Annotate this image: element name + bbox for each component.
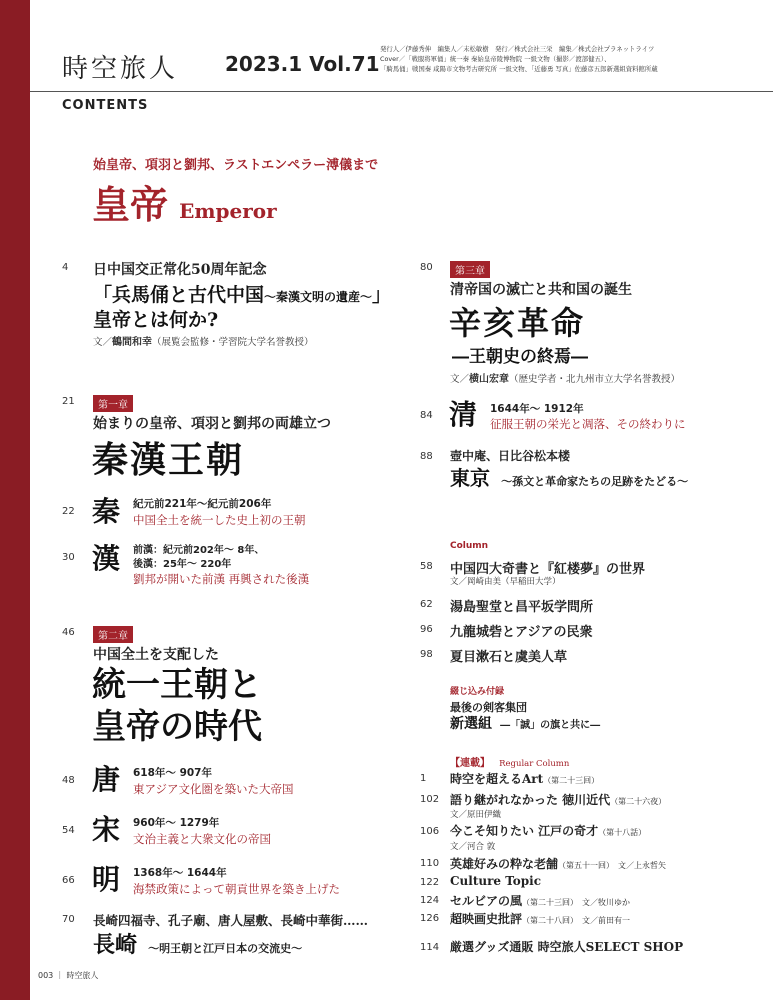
insert-lead: 最後の剣客集団 xyxy=(450,701,527,714)
credits-line: 「騎馬俑」戦国秦 咸陽市文物考古研究所 一級文物、「近藤勇 写真」佐藤彦五郎新選組資料館所蔵 xyxy=(380,65,658,73)
chapter-title-2: 皇帝の時代 xyxy=(92,707,262,747)
dynasty-years: 前漢：紀元前202年～ 8年、 xyxy=(133,545,265,556)
page-number: 80 xyxy=(420,262,433,273)
feature-title-en: Emperor xyxy=(179,199,277,223)
dynasty-kanji: 宋 xyxy=(92,813,121,846)
intro-title-end: 」 xyxy=(372,284,392,306)
regular-item xyxy=(450,822,646,839)
column-title: 湯島聖堂と昌平坂学問所 xyxy=(450,600,594,615)
regular-item xyxy=(450,855,666,872)
chapter-lead: 清帝国の滅亡と共和国の誕生 xyxy=(450,282,632,298)
regular-title: セルビアの風 xyxy=(450,894,523,908)
byline-name: 横山宏章 xyxy=(469,374,510,385)
insert-subtitle: ―「誠」の旗と共に― xyxy=(500,720,601,731)
feature-title xyxy=(92,174,277,229)
nagasaki-subtitle: 〜明王朝と江戸日本の交流史〜 xyxy=(148,942,303,955)
intro-title-main: 「兵馬俑と古代中国 xyxy=(93,284,265,306)
regular-item xyxy=(450,910,630,927)
page-number: 84 xyxy=(420,410,433,421)
page-number: 46 xyxy=(62,627,75,638)
column-title: 九龍城砦とアジアの民衆 xyxy=(450,625,593,640)
page-number: 21 xyxy=(62,396,75,407)
chapter-subtitle: ―王朝史の終焉― xyxy=(452,347,588,367)
chapter-lead: 始まりの皇帝、項羽と劉邦の両雄立つ xyxy=(93,416,331,432)
insert-label: 綴じ込み付録 xyxy=(450,687,505,697)
dynasty-subtitle: 海禁政策によって朝貢世界を築き上げた xyxy=(133,882,340,896)
page-number: 106 xyxy=(420,826,440,837)
insert-title-text: 新選組 xyxy=(450,716,492,732)
regular-title: 時空を超えるArt xyxy=(450,772,544,786)
regular-note: （第二十三回） xyxy=(543,776,600,785)
regular-title: 語り継がれなかった 徳川近代 xyxy=(450,793,611,807)
chapter-badge xyxy=(93,624,133,643)
page-number: 66 xyxy=(62,875,75,886)
page-number: 124 xyxy=(420,895,440,906)
tokyo-title xyxy=(450,462,688,491)
page-number: 70 xyxy=(62,914,75,925)
dynasty-subtitle: 東アジア文化圏を築いた大帝国 xyxy=(133,782,294,796)
dynasty-years: 618年～ 907年 xyxy=(133,767,212,779)
column-byline: 文／岡崎由美（早稲田大学） xyxy=(450,577,561,587)
column-label: Column xyxy=(450,541,489,551)
regular-title: 英雄好みの粋な老舗 xyxy=(450,857,559,871)
chapter-title: 辛亥革命 xyxy=(449,304,586,342)
issue-number: 2023.1 Vol.71 xyxy=(225,52,380,76)
page-number: 58 xyxy=(420,561,433,572)
dynasty-years: 1644年～ 1912年 xyxy=(490,403,584,415)
shop-title: 厳選グッズ通販 時空旅人SELECT SHOP xyxy=(450,940,684,954)
page-number: 122 xyxy=(420,877,440,888)
byline-note: （展覧会監修・学習院大学名誉教授） xyxy=(152,337,314,348)
regular-item xyxy=(450,770,599,787)
column-title: 夏目漱石と虞美人草 xyxy=(450,650,568,665)
page-number: 30 xyxy=(62,552,75,563)
regular-title: Culture Topic xyxy=(450,874,542,888)
byline-prefix: 文／ xyxy=(450,374,470,385)
dynasty-years: 960年～ 1279年 xyxy=(133,817,220,829)
credits xyxy=(380,44,765,74)
credits-line: Cover／「戦服将軍俑」統一秦 秦始皇帝陵博物院 一級文物（撮影／渡部健五）、 xyxy=(380,55,611,63)
regular-note: （第十八話） xyxy=(598,828,647,837)
regular-item xyxy=(450,874,541,888)
red-sidebar xyxy=(0,0,30,1000)
regular-label xyxy=(450,751,569,770)
tokyo-title-text: 東京 xyxy=(450,466,490,490)
page-number: 114 xyxy=(420,942,440,953)
page-number: 22 xyxy=(62,506,75,517)
intro-byline xyxy=(93,333,314,348)
regular-label-jp: 【連載】 xyxy=(450,758,490,769)
page-number: 110 xyxy=(420,858,440,869)
contents-label: CONTENTS xyxy=(62,98,149,113)
credits-line: 発行人／伊藤秀伸 編集人／末松敏樹 発行／株式会社三栄 編集／株式会社プラネットライツ xyxy=(380,45,655,53)
chapter-title: 統一王朝と xyxy=(92,665,262,705)
regular-title: 今こそ知りたい 江戸の奇才 xyxy=(450,824,599,838)
page-number: 4 xyxy=(62,262,69,273)
tokyo-subtitle: 〜孫文と革命家たちの足跡をたどる〜 xyxy=(501,475,689,488)
badge-label: 第一章 xyxy=(93,395,133,412)
dynasty-years: 後漢：25年～ 220年 xyxy=(133,559,232,570)
nagasaki-title xyxy=(93,928,302,959)
page-number: 96 xyxy=(420,624,433,635)
regular-note: （第二十六夜） xyxy=(610,797,667,806)
dynasty-kanji: 唐 xyxy=(92,763,121,796)
byline-prefix: 文／ xyxy=(93,337,113,348)
tokyo-lead: 壺中庵、日比谷松本楼 xyxy=(450,449,571,463)
feature-tagline: 始皇帝、項羽と劉邦、ラストエンペラー溥儀まで xyxy=(93,158,379,173)
byline-note: （歴史学者・北九州市立大学名誉教授） xyxy=(509,374,681,385)
dynasty-kanji: 明 xyxy=(92,863,121,896)
chapter-badge xyxy=(450,259,490,278)
page-number: 98 xyxy=(420,649,433,660)
dynasty-kanji: 秦 xyxy=(92,495,121,528)
header-divider xyxy=(30,91,773,92)
magazine-logo: 時空旅人 xyxy=(62,54,179,84)
feature-title-jp: 皇帝 xyxy=(92,182,169,227)
chapter-lead: 中国全土を支配した xyxy=(93,647,219,663)
regular-byline: 文／河合 敦 xyxy=(450,842,496,852)
dynasty-kanji: 清 xyxy=(449,398,478,431)
badge-label: 第二章 xyxy=(93,626,133,643)
badge-label: 第三章 xyxy=(450,261,490,278)
regular-byline: 文／原田伊織 xyxy=(450,810,502,820)
chapter-badge xyxy=(93,393,133,412)
column-title: 中国四大奇書と『紅楼夢』の世界 xyxy=(450,562,646,577)
dynasty-kanji: 漢 xyxy=(92,542,121,575)
regular-note: （第二十八回） 文／前田有一 xyxy=(522,916,631,925)
regular-item xyxy=(450,892,630,909)
dynasty-subtitle: 征服王朝の栄光と凋落、その終わりに xyxy=(490,417,686,431)
chapter-byline xyxy=(450,370,680,385)
regular-note: （第五十一回） 文／上永哲矢 xyxy=(558,861,667,870)
nagasaki-title-text: 長崎 xyxy=(93,932,138,958)
page-number: 62 xyxy=(420,599,433,610)
intro-title-2: 皇帝とは何か? xyxy=(93,309,219,331)
page-number: 48 xyxy=(62,775,75,786)
dynasty-subtitle: 劉邦が開いた前漢 再興された後漢 xyxy=(133,572,310,586)
intro-lead: 日中国交正常化50周年記念 xyxy=(93,262,267,278)
dynasty-years: 紀元前221年～紀元前206年 xyxy=(133,498,272,510)
intro-title-sub: 〜秦漢文明の遺産〜 xyxy=(264,290,373,304)
byline-name: 鶴間和幸 xyxy=(112,337,153,348)
page-number: 126 xyxy=(420,913,440,924)
dynasty-years: 1368年～ 1644年 xyxy=(133,867,227,879)
dynasty-subtitle: 中国全土を統一した史上初の王朝 xyxy=(133,513,306,527)
dynasty-subtitle: 文治主義と大衆文化の帝国 xyxy=(133,832,271,846)
insert-title xyxy=(450,713,600,733)
regular-label-en: Regular Column xyxy=(499,759,570,769)
page-number: 102 xyxy=(420,794,440,805)
intro-title xyxy=(93,280,391,307)
page-footer: 003 ｜ 時空旅人 xyxy=(38,971,99,980)
chapter-title: 秦漢王朝 xyxy=(92,439,245,481)
regular-item xyxy=(450,791,666,808)
regular-title: 超映画史批評 xyxy=(450,912,523,926)
regular-note: （第二十三回） 文／牧川ゆか xyxy=(522,898,631,907)
page-number: 54 xyxy=(62,825,75,836)
page-number: 88 xyxy=(420,451,433,462)
page-number: 1 xyxy=(420,773,427,784)
nagasaki-lead: 長崎四福寺、孔子廟、唐人屋敷、長崎中華街…… xyxy=(93,913,369,928)
